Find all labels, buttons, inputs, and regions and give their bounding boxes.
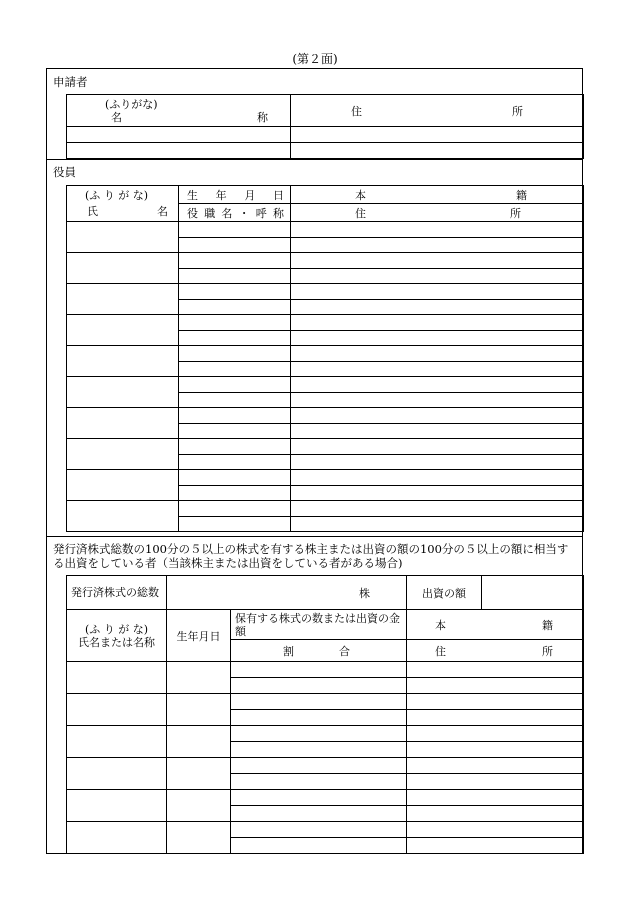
shareholders-table: [66, 575, 584, 854]
holder-dob-cell[interactable]: [167, 790, 231, 822]
holder-amount-cell[interactable]: [231, 694, 407, 710]
officer-name-cell[interactable]: [67, 284, 179, 315]
applicant-title: 申請者: [53, 75, 88, 89]
ratio-header: 割 合: [231, 640, 407, 662]
holder-address-cell[interactable]: [407, 806, 584, 822]
holder-dob-cell[interactable]: [167, 694, 231, 726]
name-label: 氏名または名称: [78, 635, 155, 649]
holder-row: [67, 822, 584, 838]
holder-dob-cell[interactable]: [167, 758, 231, 790]
officer-row: [67, 501, 584, 517]
applicant-address-cell[interactable]: [291, 143, 584, 159]
holder-name-cell[interactable]: [67, 694, 167, 726]
holder-name-cell[interactable]: [67, 790, 167, 822]
officer-domicile-cell[interactable]: [291, 346, 584, 362]
officer-name-cell[interactable]: [67, 377, 179, 408]
investment-value-cell[interactable]: [482, 576, 584, 610]
officer-name-cell[interactable]: [67, 222, 179, 253]
officers-title: 役員: [53, 165, 76, 179]
holder-dob-cell[interactable]: [167, 662, 231, 694]
officer-row: [67, 346, 584, 362]
holder-amount-cell[interactable]: [231, 710, 407, 726]
officer-dob-cell[interactable]: [179, 470, 291, 486]
officer-dob-cell[interactable]: [179, 439, 291, 455]
applicant-section: [47, 69, 582, 159]
holder-row: [67, 758, 584, 774]
name-label: 名 称: [111, 110, 268, 124]
officer-address-cell[interactable]: [291, 424, 584, 439]
officer-dob-cell[interactable]: [179, 253, 291, 269]
furigana-label: (ふ り が な): [85, 189, 148, 202]
holder-amount-cell[interactable]: [231, 790, 407, 806]
officer-row: [67, 315, 584, 331]
applicant-table: [66, 94, 584, 159]
officer-name-cell[interactable]: [67, 470, 179, 501]
officer-dob-cell[interactable]: [179, 315, 291, 331]
officer-dob-header: 生 年 月 日: [179, 186, 291, 204]
officer-position-cell[interactable]: [179, 238, 291, 253]
page-number: (第２面): [292, 52, 338, 66]
officer-domicile-cell[interactable]: [291, 222, 584, 238]
officer-dob-cell[interactable]: [179, 501, 291, 517]
officer-position-cell[interactable]: [179, 300, 291, 315]
officer-position-cell[interactable]: [179, 331, 291, 346]
form-frame: [46, 68, 583, 854]
officer-name-cell[interactable]: [67, 439, 179, 470]
officer-position-cell[interactable]: [179, 517, 291, 532]
holder-name-cell[interactable]: [67, 822, 167, 854]
holder-name-cell[interactable]: [67, 662, 167, 694]
officer-row: [67, 377, 584, 393]
holder-address-cell[interactable]: [407, 838, 584, 854]
officer-row: [67, 253, 584, 269]
holder-amount-cell[interactable]: [231, 838, 407, 854]
holder-amount-cell[interactable]: [231, 662, 407, 678]
holder-amount-cell[interactable]: [231, 678, 407, 694]
officer-address-cell[interactable]: [291, 331, 584, 346]
officers-section: [47, 160, 582, 536]
officer-dob-cell[interactable]: [179, 284, 291, 300]
officer-position-cell[interactable]: [179, 269, 291, 284]
officer-dob-cell[interactable]: [179, 408, 291, 424]
officer-domicile-cell[interactable]: [291, 315, 584, 331]
investment-label-cell: [407, 576, 482, 610]
holder-name-header: [67, 610, 167, 662]
officer-row: [67, 408, 584, 424]
officer-address-cell[interactable]: [291, 393, 584, 408]
applicant-address-cell[interactable]: [291, 127, 584, 143]
officer-domicile-header: 本 籍: [291, 186, 584, 204]
officer-position-cell[interactable]: [179, 362, 291, 377]
holder-amount-cell[interactable]: [231, 806, 407, 822]
holder-address-cell[interactable]: [407, 822, 584, 838]
officer-address-header: 住 所: [291, 204, 584, 222]
shares-unit: 株: [359, 586, 370, 600]
shareholders-section: [47, 537, 582, 853]
officer-name-cell[interactable]: [67, 501, 179, 532]
officer-name-cell[interactable]: [67, 253, 179, 284]
officer-position-cell[interactable]: [179, 486, 291, 501]
holding-header: 保有する株式の数または出資の金額: [231, 610, 407, 640]
total-shares-value-cell[interactable]: [167, 576, 407, 610]
holder-amount-cell[interactable]: [231, 822, 407, 838]
officer-name-cell[interactable]: [67, 408, 179, 439]
officer-address-cell[interactable]: [291, 300, 584, 315]
holder-row: [67, 694, 584, 710]
furigana-label: (ふ り が な): [84, 622, 149, 636]
officer-domicile-cell[interactable]: [291, 377, 584, 393]
holder-amount-cell[interactable]: [231, 758, 407, 774]
shareholders-title: 発行済株式総数の100分の５以上の株式を有する株主または出資の額の100分の５以上の額に相当する出資をしている者（当該株主または出資をしている者がある場合): [53, 542, 569, 570]
holder-address-cell[interactable]: [407, 726, 584, 742]
officer-address-cell[interactable]: [291, 455, 584, 470]
holder-row: [67, 662, 584, 678]
holder-dob-cell[interactable]: [167, 822, 231, 854]
holder-address-cell[interactable]: [407, 742, 584, 758]
holder-address-cell[interactable]: [407, 694, 584, 710]
officer-domicile-cell[interactable]: [291, 439, 584, 455]
officer-position-cell[interactable]: [179, 393, 291, 408]
holder-name-cell[interactable]: [67, 758, 167, 790]
officer-position-cell[interactable]: [179, 424, 291, 439]
applicant-name-cell[interactable]: [67, 127, 291, 143]
officer-domicile-cell[interactable]: [291, 284, 584, 300]
holder-address-cell[interactable]: [407, 790, 584, 806]
officer-dob-cell[interactable]: [179, 346, 291, 362]
officer-address-cell[interactable]: [291, 517, 584, 532]
name-label: 氏 名: [87, 205, 168, 218]
holder-address-cell[interactable]: [407, 758, 584, 774]
holder-amount-cell[interactable]: [231, 742, 407, 758]
officer-domicile-cell[interactable]: [291, 501, 584, 517]
furigana-label: (ふ り が な): [105, 97, 158, 111]
officer-address-cell[interactable]: [291, 486, 584, 501]
officer-name-header: [67, 186, 179, 222]
holder-domicile-header: 本 籍: [407, 610, 584, 640]
holder-address-cell[interactable]: [407, 662, 584, 678]
officer-address-cell[interactable]: [291, 238, 584, 253]
officer-name-cell[interactable]: [67, 315, 179, 346]
holder-address-header: 住 所: [407, 640, 584, 662]
officer-row: [67, 222, 584, 238]
holder-dob-cell[interactable]: [167, 726, 231, 758]
officer-address-cell[interactable]: [291, 269, 584, 284]
applicant-address-header: 住 所: [291, 95, 584, 127]
officer-dob-cell[interactable]: [179, 377, 291, 393]
officer-domicile-cell[interactable]: [291, 470, 584, 486]
total-shares-label: 発行済株式の総数: [71, 586, 159, 599]
holder-amount-cell[interactable]: [231, 726, 407, 742]
holder-amount-cell[interactable]: [231, 774, 407, 790]
officer-row: [67, 439, 584, 455]
holder-address-cell[interactable]: [407, 678, 584, 694]
applicant-name-header: [67, 95, 291, 127]
officers-table: [66, 185, 584, 532]
officer-position-cell[interactable]: [179, 455, 291, 470]
applicant-name-cell[interactable]: [67, 143, 291, 159]
total-shares-label-cell: [67, 576, 167, 610]
holder-address-cell[interactable]: [407, 774, 584, 790]
officer-row: [67, 284, 584, 300]
investment-label: 出資の額: [422, 586, 466, 600]
officer-dob-cell[interactable]: [179, 222, 291, 238]
officer-domicile-cell[interactable]: [291, 408, 584, 424]
officer-address-cell[interactable]: [291, 362, 584, 377]
holder-dob-header: 生年月日: [167, 610, 231, 662]
holder-row: [67, 726, 584, 742]
officer-name-cell[interactable]: [67, 346, 179, 377]
holder-name-cell[interactable]: [67, 726, 167, 758]
officer-domicile-cell[interactable]: [291, 253, 584, 269]
holder-row: [67, 790, 584, 806]
officer-row: [67, 470, 584, 486]
holder-address-cell[interactable]: [407, 710, 584, 726]
officer-position-header: 役 職 名 ・ 呼 称: [179, 204, 291, 222]
